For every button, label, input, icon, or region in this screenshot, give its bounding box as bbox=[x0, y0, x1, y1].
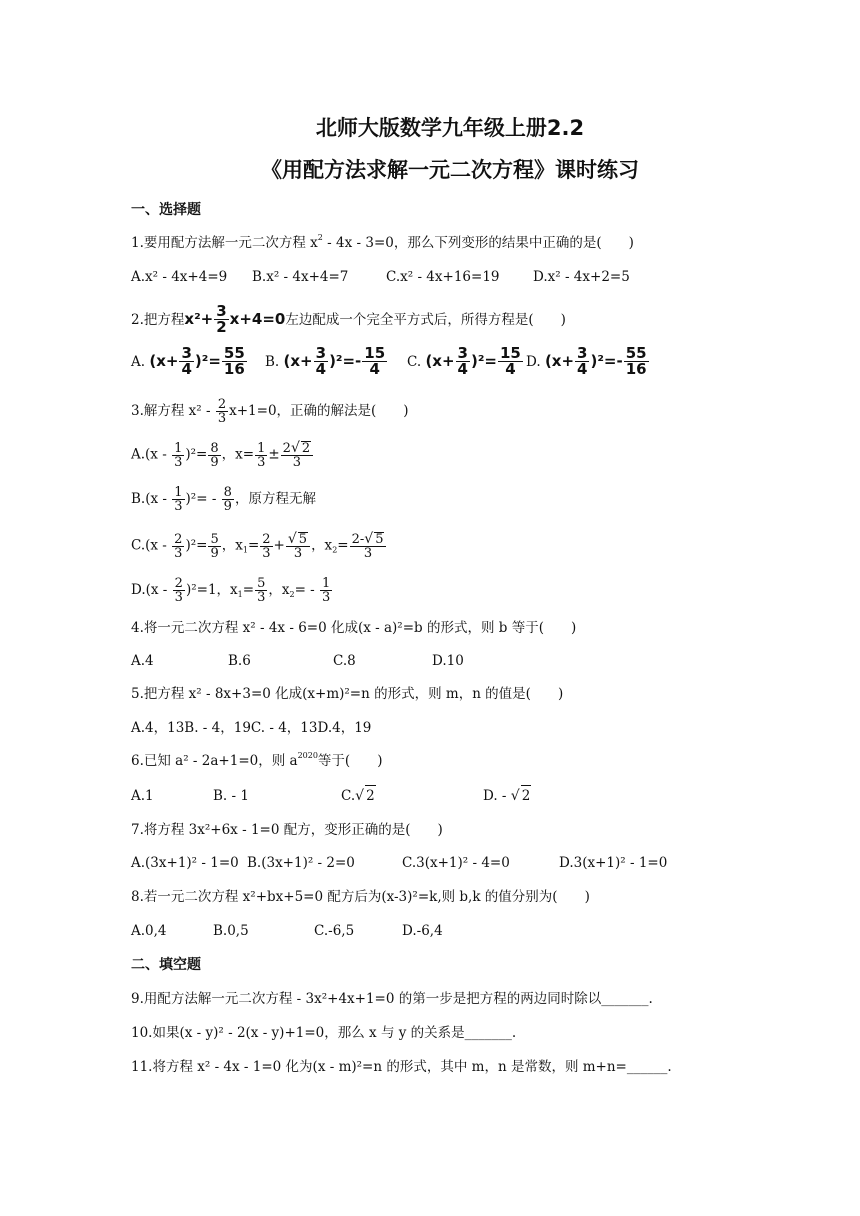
q6-option-b: B. - 1 bbox=[213, 788, 249, 804]
q3-option-b: B.(x - $\frac{1}{3}$ )²= - $\frac{8}{9}$ ，原方程无解 bbox=[131, 485, 316, 514]
q2-option-b: B. (x+ $\frac{3}{4}$ )²=- $\frac{15}{4}$ bbox=[265, 344, 386, 378]
question-5: 5.把方程 x² - 8x+3=0 化成(x+m)²=n 的形式，则 m，n 的值是( ) bbox=[131, 686, 564, 702]
title-line-2: 《用配方法求解一元二次方程》课时练习 bbox=[261, 158, 639, 182]
q2-option-c: C. (x+ $\frac{3}{4}$ )²= $\frac{15}{4}$ bbox=[407, 344, 521, 378]
q2-option-d: D. (x+ $\frac{3}{4}$ )²=- $\frac{55}{16}$ bbox=[526, 344, 647, 378]
q1-option-a: A.x² - 4x+4=9 bbox=[131, 269, 228, 285]
q2-option-a: A. (x+ $\frac{3}{4}$ )²= $\frac{55}{16}$ bbox=[131, 344, 245, 378]
question-2: 2.把方程x²+ $\frac{3}{2}$ x+4=0左边配成一个完全平方式后，所得方程是( ) bbox=[131, 302, 566, 336]
question-5-options: A.4，13B. - 4，19C. - 4，13D.4，19 bbox=[131, 720, 372, 736]
q6-option-d: D. - √ 2 bbox=[483, 785, 531, 806]
question-7-options bbox=[131, 853, 667, 873]
question-9: 9.用配方法解一元二次方程 - 3x²+4x+1=0 的第一步是把方程的两边同时除以_______. bbox=[131, 991, 653, 1007]
question-7: 7.将方程 3x²+6x - 1=0 配方，变形正确的是( ) bbox=[131, 822, 443, 838]
question-11: 11.将方程 x² - 4x - 1=0 化为(x - m)²=n 的形式，其中 m，n 是常数，则 m+n=______. bbox=[131, 1059, 672, 1075]
question-1-options bbox=[131, 267, 630, 287]
q3-option-a: A.(x - $\frac{1}{3}$ )²= $\frac{8}{9}$ ，x= $\frac{1}{3}$ ± $\frac{2√ 2}{3}$ bbox=[131, 441, 314, 469]
question-1: 1.要用配方法解一元二次方程 $x^2 - 4x - 3=0$，那么下列变形的结果中正确的是( ) bbox=[131, 233, 634, 251]
question-8-options bbox=[131, 921, 443, 941]
q7-option-a: A.(3x+1)² - 1=0 bbox=[131, 855, 239, 871]
q4-option-a: A.4 bbox=[131, 653, 154, 669]
section-fill-heading: 二、填空题 bbox=[131, 957, 201, 973]
question-8: 8.若一元二次方程 x²+bx+5=0 配方后为(x-3)²=k,则 b,k 的值分别为( ) bbox=[131, 889, 590, 905]
q8-option-b: B.0,5 bbox=[213, 923, 249, 939]
q6-option-a: A.1 bbox=[131, 788, 154, 804]
q8-option-a: A.0,4 bbox=[131, 923, 167, 939]
q1-option-d: D.x² - 4x+2=5 bbox=[533, 269, 630, 285]
q7-option-d: D.3(x+1)² - 1=0 bbox=[559, 855, 668, 871]
question-4: 4.将一元二次方程 x² - 4x - 6=0 化成(x - a)²=b 的形式，则 b 等于( ) bbox=[131, 620, 577, 636]
question-6-options bbox=[131, 785, 531, 806]
question-3: 3.解方程 x² - $\frac{2}{3}$ x+1=0，正确的解法是( ) bbox=[131, 397, 409, 426]
q7-option-c: C.3(x+1)² - 4=0 bbox=[402, 855, 510, 871]
q6-option-c: C.√ 2 bbox=[341, 785, 483, 806]
section-choice-heading: 一、选择题 bbox=[131, 202, 201, 218]
q1-option-c: C.x² - 4x+16=19 bbox=[386, 269, 500, 285]
q4-option-b: B.6 bbox=[228, 653, 251, 669]
question-10: 10.如果(x - y)² - 2(x - y)+1=0，那么 x 与 y 的关系是_______. bbox=[131, 1025, 517, 1041]
q1-option-b: B.x² - 4x+4=7 bbox=[252, 269, 349, 285]
title-line-1: 北师大版数学九年级上册2.2 bbox=[315, 116, 585, 140]
q3-option-c: C.(x - $\frac{2}{3}$ )²= $\frac{5}{9}$ ，$x_1=$ $\frac{2}{3}$ + $\frac{√ 5}{3}$ ，$x_2=$ $\frac{2-√ 5}{3}$ bbox=[131, 532, 387, 560]
q7-option-b: B.(3x+1)² - 2=0 bbox=[247, 855, 355, 871]
q4-option-d: D.10 bbox=[432, 653, 464, 669]
q4-option-c: C.8 bbox=[333, 653, 356, 669]
question-6: 6.已知 a² - 2a+1=0，则 $a^{2020}$等于( ) bbox=[131, 751, 383, 769]
q3-option-d: D.(x - $\frac{2}{3}$ )²=1，$x_1=$ $\frac{5}{3}$ ，$x_2=$ - $\frac{1}{3}$ bbox=[131, 576, 331, 605]
q8-option-c: C.-6,5 bbox=[314, 923, 355, 939]
question-4-options bbox=[131, 651, 464, 671]
question-2-options bbox=[131, 346, 650, 377]
q8-option-d: D.-6,4 bbox=[402, 923, 443, 939]
